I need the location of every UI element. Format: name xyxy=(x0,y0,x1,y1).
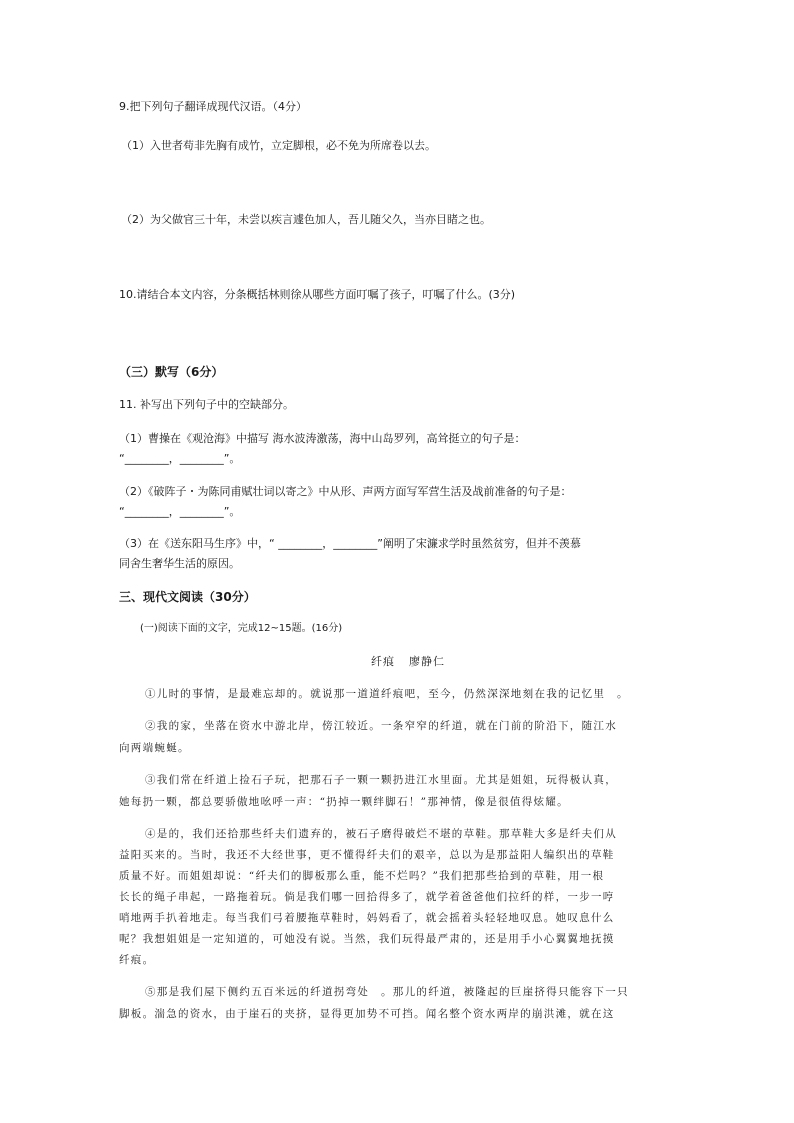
paragraph-4-line-3: 质量不好。而姐姐却说：“纤夫们的脚板那么重，能不烂吗？”我们把那些拾到的草鞋，用一根 xyxy=(119,870,605,882)
q11-item-1-blanks: “________，________”。 xyxy=(119,452,241,465)
q11-item-2-line-1: （2）《破阵子・为陈同甫赋壮词以寄之》中从形、声两方面写军营生活及战前准备的句子是： xyxy=(119,485,572,498)
q11-item-2-blanks: “________，________”。 xyxy=(119,505,241,518)
paragraph-4-line-6: 呢？我想姐姐是一定知道的，可她没有说。当然，我们玩得最严肃的，还是用手小心翼翼地抚摸 xyxy=(119,933,615,945)
paragraph-4-line-5: 哨地两手扒着地走。每当我们弓着腰拖草鞋时，妈妈看了，就会摇着头轻轻地叹息。她叹息什么 xyxy=(119,912,615,924)
dictation-heading: （三）默写（6分） xyxy=(119,365,224,379)
paragraph-5-line-1: ⑤那是我们屋下侧约五百米远的纤道拐弯处 。那儿的纤道，被隆起的巨崖挤得只能容下一只 xyxy=(145,986,629,998)
paragraph-4-line-2: 益阳买来的。当时，我还不大经世事，更不懂得纤夫们的艰辛，总以为是那益阳人编织出的草鞋 xyxy=(119,849,615,861)
reading-heading: 三、现代文阅读（30分） xyxy=(119,590,256,604)
paragraph-3-line-2: 她每扔一颗，都总要骄傲地吆呼一声：“扔掉一颗绊脚石！”那神情，像是很值得炫耀。 xyxy=(119,796,569,808)
reading-instruction: (一)阅读下面的文字，完成12~15题。(16分) xyxy=(140,623,343,634)
paragraph-4-line-4: 长长的绳子串起，一路拖着玩。倘是我们哪一回拾得多了，就学着爸爸他们拉纤的样，一步一哼 xyxy=(119,891,615,903)
passage-title: 纤痕 xyxy=(371,655,395,668)
q9-item-2: （2）为父做官三十年，未尝以疾言遽色加人，吾儿随父久，当亦目睹之也。 xyxy=(121,213,491,226)
passage-author: 廖静仁 xyxy=(409,655,445,668)
q9-title: 9.把下列句子翻译成现代汉语。（4分） xyxy=(119,100,307,113)
paragraph-2-line-2: 向两端蜿蜒。 xyxy=(119,742,190,754)
paragraph-3-line-1: ③我们常在纤道上捡石子玩，把那石子一颗一颗扔进江水里面。尤其是姐姐，玩得极认真， xyxy=(145,774,617,786)
passage-heading xyxy=(371,655,445,669)
paragraph-4-line-1: ④是的，我们还拾那些纤夫们遗弃的，被石子磨得破烂不堪的草鞋。那草鞋大多是纤夫们从 xyxy=(145,828,617,840)
paragraph-1-line-1: ①儿时的事情，是最难忘却的。就说那一道道纤痕吧，至今，仍然深深地刻在我的记忆里 。 xyxy=(145,688,629,700)
paragraph-5-line-2: 脚板。湍急的资水，由于崖石的夹挤，显得更加势不可挡。闻名整个资水两岸的崩洪滩，就在这 xyxy=(119,1008,615,1020)
q9-item-1: （1）入世者苟非先胸有成竹，立定脚根，必不免为所席卷以去。 xyxy=(121,139,436,152)
q10-title: 10.请结合本文内容，分条概括林则徐从哪些方面叮嘱了孩子，叮嘱了什么。(3分) xyxy=(119,288,516,301)
q11-item-1-line-1: （1）曹操在《观沧海》中描写 海水波涛激荡，海中山岛罗列，高耸挺立的句子是： xyxy=(119,432,526,445)
paragraph-4-line-7: 纤痕。 xyxy=(119,954,155,966)
q11-title: 11. 补写出下列句子中的空缺部分。 xyxy=(119,398,294,411)
q11-item-3-line-1: （3）在《送东阳马生序》中，“ ________，________”阐明了宋濂求学时虽然贫穷，但并不羡慕 xyxy=(119,537,581,550)
q11-item-3-line-2: 同舍生奢华生活的原因。 xyxy=(119,557,240,570)
paragraph-2-line-1: ②我的家，坐落在资水中游北岸，傍江较近。一条窄窄的纤道，就在门前的阶沿下，随江水 xyxy=(145,720,617,732)
